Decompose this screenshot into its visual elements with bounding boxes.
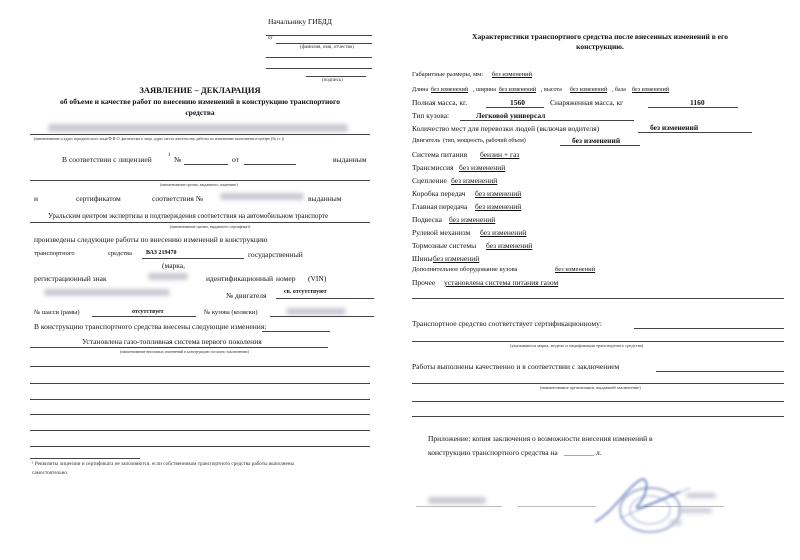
characteristics-page [400, 0, 800, 560]
changes-line-3 [30, 383, 370, 384]
brakes-value: без изменений [486, 241, 533, 250]
other-value: установлена система питания газом [444, 278, 559, 287]
changes-label: В конструкцию транспортного средства внесены следующие изменения: [34, 322, 267, 331]
body-label: № кузова (коляски) [204, 309, 258, 316]
redacted-body-number [286, 308, 346, 315]
done-line-3 [412, 416, 784, 417]
address-line [266, 57, 372, 58]
full-mass-label: Полная масса, кг. [412, 98, 468, 107]
main-gear-value: без изменений [475, 202, 522, 211]
main-gear-label: Главная передача [412, 202, 468, 211]
redacted-date [428, 497, 486, 504]
license-issuer-line [30, 180, 370, 181]
seats-label: Количество мест для перевозки людей (включая водителя) [412, 124, 600, 133]
recipient-line [266, 35, 372, 36]
dims2-width: , ширина [473, 87, 496, 93]
clutch-value: без изменений [451, 176, 498, 185]
other-label: Прочее [412, 278, 436, 287]
engine-line [560, 145, 640, 146]
dims2-height-value: без изменений [570, 87, 608, 93]
changes-tail-line [262, 331, 330, 332]
engine-value: без изменений [572, 136, 621, 145]
chassis-label: № шасси (рамы) [34, 309, 80, 316]
steering-value: без изменений [480, 228, 527, 237]
stamp-signature-icon [590, 470, 710, 540]
full-mass-value: 1560 [510, 98, 525, 107]
changes-line-7 [30, 446, 370, 447]
cert-hint: (наименование органа, выдавшего сертификат) [170, 224, 251, 229]
license-issued: выданным [333, 155, 367, 164]
works-vehicle-1: транспортного [34, 250, 75, 257]
dims2-height: , высота [541, 87, 562, 93]
full-mass-line [486, 107, 544, 108]
engine-value: св. отсутствуют [284, 289, 327, 295]
attach-blank: ________ [564, 448, 594, 457]
sign-line [306, 76, 366, 77]
attach-suffix: л. [596, 448, 602, 457]
changes-line-1 [30, 347, 328, 348]
cert-text-issued: выданным [308, 194, 342, 203]
attach-line-2: конструкцию транспортного средства на [428, 448, 558, 457]
dims2-width-value: без изменений [499, 87, 537, 93]
extra-label: Дополнительное оборудование кузова [412, 266, 518, 273]
owner-hint: (наименование и адрес юридического лица/Ф.И.О. физического лица, адрес места жительства, работы по изменению выполнены в центре (№ гс.)) [34, 136, 285, 141]
cert-text-conformity: соответствия № [152, 194, 203, 203]
cert-text-certificate: сертификатом [76, 194, 121, 203]
transmission-label: Трансмиссия [412, 163, 454, 172]
done-label: Работы выполнены качественно и в соответствии с заключением [412, 362, 620, 371]
dims-label: Габаритные размеры, мм: [412, 71, 484, 78]
engine-label: № двигателя [226, 291, 267, 300]
redacted-reg-number [148, 273, 188, 280]
changes-line-5 [30, 414, 370, 415]
redacted-name-1 [686, 493, 716, 498]
gearbox-value: без изменений [475, 189, 522, 198]
seats-line [638, 132, 752, 133]
from-line [276, 43, 372, 44]
curb-mass-line [648, 107, 738, 108]
cert-center: Уральским центром экспертизы и подтверждения соответствия на автомобильном транспорте [48, 212, 329, 220]
brand-label: (марка, [162, 261, 186, 270]
vehicle-model: ВАЗ 219470 [146, 250, 177, 256]
extra-value: без изменений [555, 266, 596, 273]
engine-hint: (тип, мощность, рабочий объем) [443, 138, 526, 144]
redacted-vin [44, 289, 170, 296]
footnote-line-2: самостоятельно. [32, 470, 69, 476]
vin-label-1: идентификационный [206, 274, 274, 283]
license-number-line [184, 164, 228, 165]
conforms-label: Транспортное средство соответствует сертификационному: [412, 319, 602, 328]
engine-line [276, 298, 374, 299]
cert-text-and: и [34, 194, 39, 203]
clutch-label: Сцепление [412, 176, 447, 185]
changes-line-4 [30, 399, 370, 400]
changes-value: Установлена газо-топливная система первого поколения [82, 337, 262, 346]
redacted-owner [48, 124, 348, 132]
works-vehicle-2: средства [108, 250, 132, 257]
characteristics-title: Характеристики транспортного средства после внесенных изменений в его [472, 32, 728, 41]
body-line [270, 316, 374, 317]
seats-value: без изменений [650, 123, 699, 132]
vin-label-2: номер [276, 274, 296, 283]
license-hint: (наименование органа, выдавшего лицензию) [160, 182, 238, 187]
done-line-2 [412, 401, 784, 402]
chassis-value: отсутствует [132, 309, 164, 315]
declaration-subtitle-2: средства [185, 108, 215, 117]
footnote-line-1: ¹ Реквизиты лицензии и сертификата не заполняются, если собственником транспортного средства работы выполнены [32, 461, 295, 467]
signature-line [518, 506, 596, 507]
license-sup: 1 [168, 153, 171, 158]
tires-label: Шины [412, 254, 433, 263]
dims2-base: , база [612, 87, 626, 93]
curb-mass-value: 1160 [690, 98, 705, 107]
vehicle-model-line [142, 258, 244, 259]
date-line [416, 506, 502, 507]
dims2-length: Длина [412, 87, 429, 93]
to-label: Начальнику ГИБДД [268, 17, 332, 26]
changes-hint: (наименование вносимых изменений в конструкцию согласно заключению) [120, 349, 249, 354]
license-no: № [174, 155, 182, 164]
redacted-name-2 [678, 508, 712, 513]
fuel-label: Система питания [412, 150, 468, 159]
license-date-line [244, 164, 296, 165]
dims2-base-value: без изменений [632, 87, 670, 93]
suspension-label: Подвеска [412, 215, 442, 224]
curb-mass-label: Снаряженная масса, кг [550, 98, 624, 107]
changes-line-2 [30, 366, 370, 367]
chassis-line [92, 316, 196, 317]
body-type-line [460, 120, 634, 121]
from-label: от [268, 36, 273, 41]
license-text: В соответствии с лицензией [62, 155, 152, 164]
suspension-value: без изменений [449, 215, 496, 224]
dims2-length-value: без изменений [431, 87, 469, 93]
footnote-divider [30, 458, 140, 459]
conforms-line [412, 341, 784, 342]
done-line [412, 383, 784, 384]
fuel-value: бензин + газ [480, 150, 520, 159]
dims-value: без изменений [492, 71, 533, 78]
works-state: государственный [248, 250, 303, 259]
sign-hint: (подпись) [322, 78, 343, 83]
license-from: от [232, 155, 239, 164]
characteristics-title-2: конструкцию. [576, 42, 624, 51]
from-hint: (фамилия, имя, отчество) [300, 45, 354, 50]
redacted-cert-number [220, 193, 304, 200]
changes-line-6 [30, 430, 370, 431]
gearbox-label: Коробка передач [412, 189, 466, 198]
tires-value: без изменений [433, 254, 480, 263]
other-line [412, 298, 784, 299]
vin-label-3: (VIN) [308, 274, 327, 283]
declaration-subtitle: об объеме и качестве работ по внесению изменений в конструкцию транспортного [59, 97, 341, 106]
steering-label: Рулевой механизм [412, 228, 471, 237]
declaration-title: ЗАЯВЛЕНИЕ – ДЕКЛАРАЦИЯ [139, 85, 261, 95]
conforms-hint: (указываются марка, модель и модификация транспортного средства) [510, 343, 644, 348]
conforms-tail-line [634, 328, 784, 329]
engine-label: Двигатель [412, 137, 441, 144]
brakes-label: Тормозные системы [412, 241, 477, 250]
done-tail-line [656, 371, 784, 372]
owner-line [30, 134, 370, 135]
reg-label: регистрационный знак [34, 274, 107, 283]
transmission-value: без изменений [459, 163, 506, 172]
attach-line-1: Приложение: копия заключения о возможности внесения изменений в [428, 434, 653, 443]
works-line: произведены следующие работы по внесению изменений в конструкцию [34, 235, 268, 244]
done-hint: (наименование организации, выдавшей заключение) [540, 385, 641, 390]
redacted-name-3 [670, 520, 682, 525]
phone-line [266, 68, 372, 69]
cert-center-line [30, 222, 370, 223]
body-type-value: Легковой универсал [476, 111, 546, 120]
body-type-label: Тип кузова: [412, 111, 450, 120]
